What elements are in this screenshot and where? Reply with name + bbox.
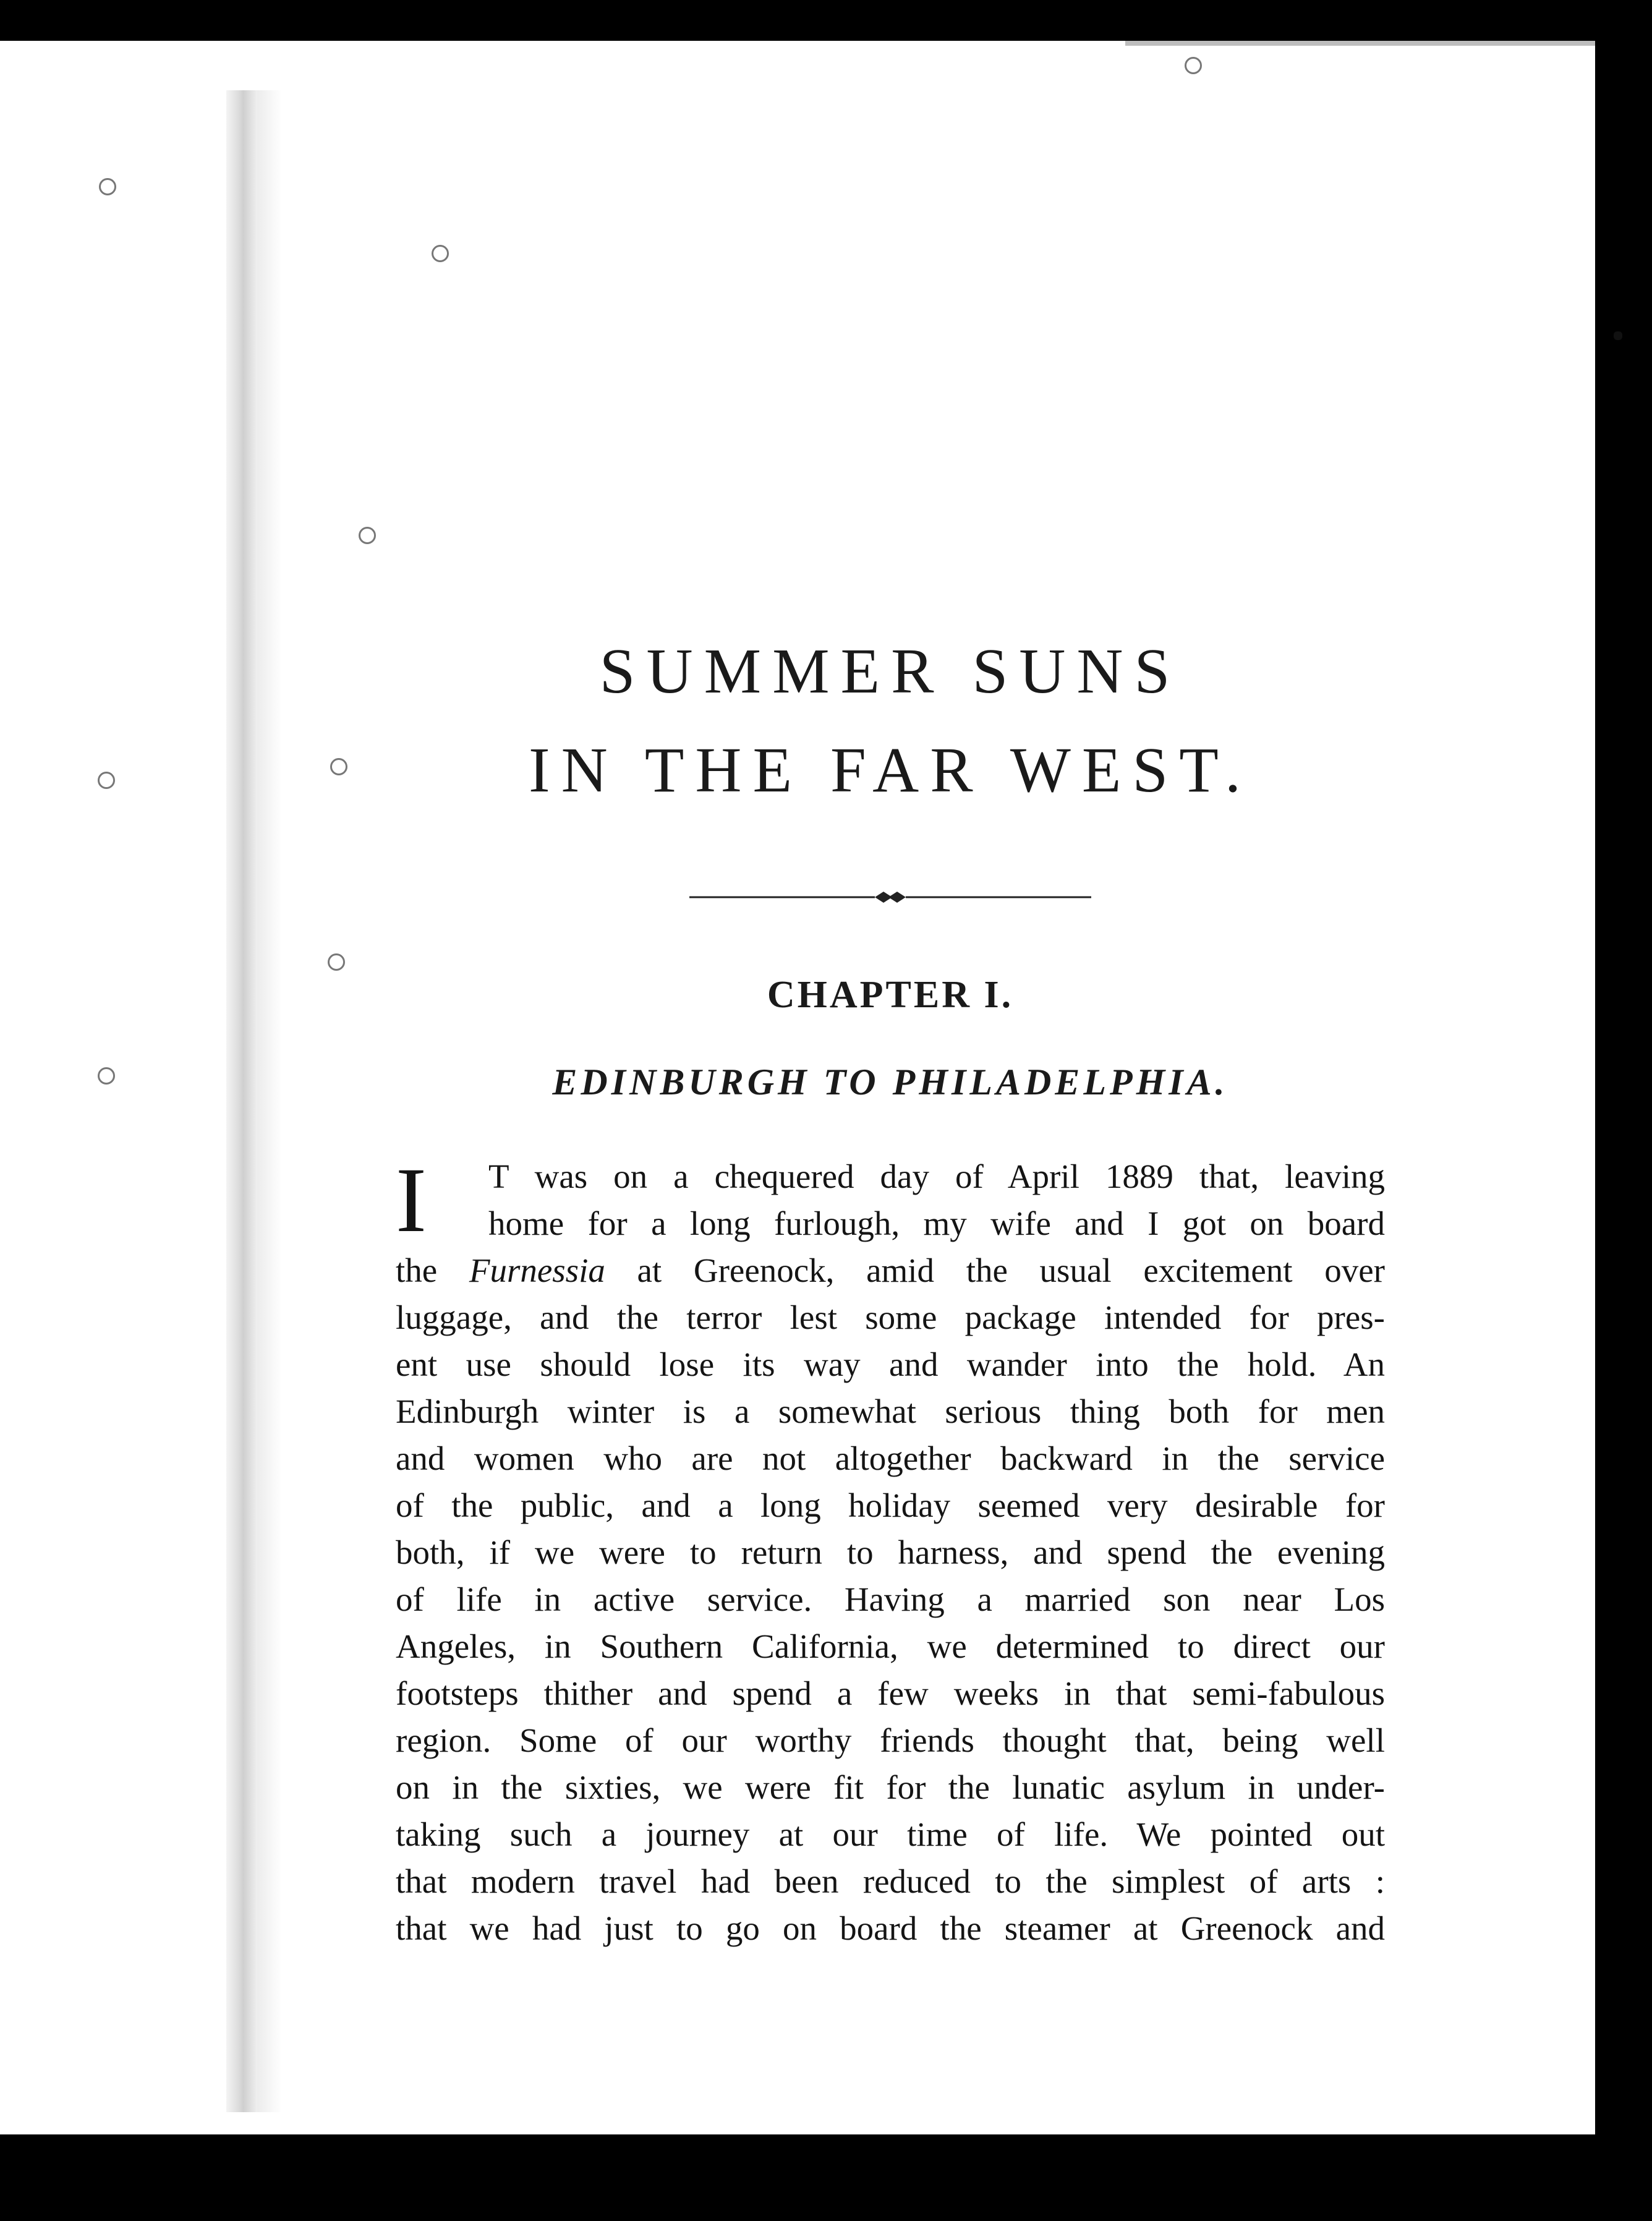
text-line: taking such a journey at our time of life. We pointed out [396,1815,1385,1853]
text-line: Angeles, in Southern California, we determined to direct our [396,1627,1385,1665]
text-line: T was on a chequered day of April 1889 that, leaving [488,1157,1385,1195]
text-line: home for a long furlough, my wife and I got on board [488,1204,1385,1242]
text-line: ent use should lose its way and wander into the hold. An [396,1345,1385,1383]
book-title-line-1: SUMMER SUNS [599,636,1182,707]
text-line: of the public, and a long holiday seemed very desirable for [396,1486,1385,1524]
book-page [0,41,1595,2134]
binding-hole-icon [98,1067,115,1085]
text-line: of life in active service. Having a married son near Los [396,1580,1385,1618]
drop-cap: I [396,1149,427,1251]
binding-hole-icon [1185,57,1202,74]
ornamental-rule-icon [689,888,1091,906]
text-line: Edinburgh winter is a somewhat serious thing both for men [396,1392,1385,1430]
binding-hole-icon [359,527,376,544]
text-line: on in the sixties, we were fit for the lunatic asylum in under- [396,1768,1385,1806]
page-gutter [226,90,257,2112]
text-line: that we had just to go on board the steamer at Greenock and [396,1909,1385,1947]
binding-hole-icon [432,245,449,262]
binding-hole-icon [99,178,116,195]
page-gutter-shade [257,90,282,2112]
text-line: luggage, and the terror lest some package intended for pres- [396,1298,1385,1336]
scan-border-bottom [0,2134,1652,2221]
chapter-subtitle: EDINBURGH TO PHILADELPHIA. [552,1062,1228,1102]
binding-hole-icon [98,772,115,789]
text-line: both, if we were to return to harness, and spend the evening [396,1533,1385,1571]
book-title-line-2: IN THE FAR WEST. [528,735,1253,806]
text-line: region. Some of our worthy friends thought that, being well [396,1721,1385,1759]
text-line: and women who are not altogether backward in the service [396,1439,1385,1477]
page-top-edge [1125,41,1595,46]
text-line: footsteps thither and spend a few weeks in that semi-fabulous [396,1674,1385,1712]
text-line: that modern travel had been reduced to the simplest of arts : [396,1862,1385,1900]
binding-hole-icon [330,758,347,775]
binding-hole-icon [328,953,345,971]
text-line: the Furnessia at Greenock, amid the usual excitement over [396,1251,1385,1289]
scan-border-top [0,0,1652,41]
scan-speck [1614,331,1622,340]
scan-border-right [1595,0,1652,2221]
chapter-heading: CHAPTER I. [767,974,1014,1016]
